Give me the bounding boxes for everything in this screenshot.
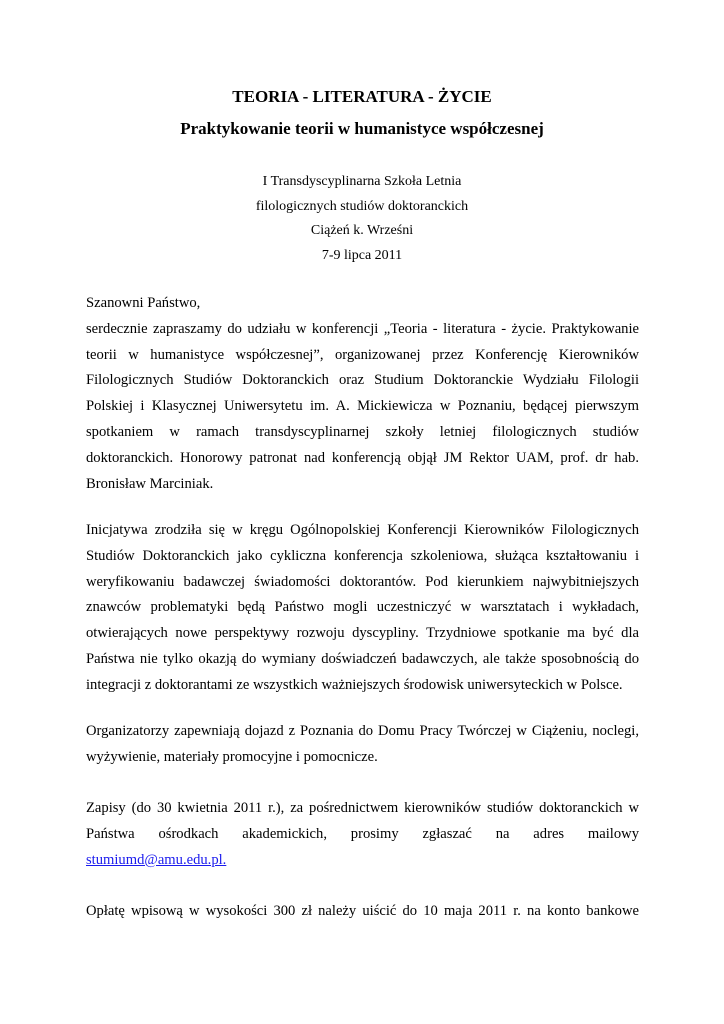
paragraph-line: Studiów Doktoranckich jako cykliczna konferencja szkoleniowa, służąca kształtowaniu i (86, 547, 639, 564)
paragraph-line: Bronisław Marciniak. (86, 475, 214, 492)
paragraph-line: weryfikowaniu badawczej świadomości doktorantów. Pod kierunkiem najwybitniejszych (86, 573, 639, 590)
event-info-line: 7-9 lipca 2011 (321, 247, 403, 263)
intro-paragraph (86, 291, 639, 497)
paragraph-line: Państwa nie tylko okazją do wymiany doświadczeń badawczych, ale także sposobnością do (86, 650, 639, 667)
initiative-paragraph (86, 518, 639, 699)
paragraph-line: Filologicznych Studiów Doktoranckich oraz Studium Doktoranckie Wydziału Filologii (86, 372, 639, 389)
paragraph-line: Inicjatywa zrodziła się w kręgu Ogólnopolskiej Konferencji Kierowników Filologicznych (86, 522, 639, 538)
paragraph-line: Zapisy (do 30 kwietnia 2011 r.), za pośrednictwem kierowników studiów doktoranckich w (86, 800, 639, 816)
paragraph-line: znawców problematyki będą Państwo mogli uczestniczyć w warsztatach i wykładach, (86, 599, 639, 616)
email-line (86, 848, 639, 874)
email-link[interactable]: stumiumd@amu.edu.pl. (86, 851, 227, 868)
paragraph-line: serdecznie zapraszamy do udziału w konferencji „Teoria - literatura - życie. Praktykowanie (86, 320, 639, 337)
paragraph-line: teorii w humanistyce współczesnej”, organizowanej przez Konferencję Kierowników (86, 346, 639, 363)
event-info-line: Ciążeń k. Wrześni (310, 223, 414, 238)
paragraph-line: Opłatę wpisową w wysokości 300 zł należy uiścić do 10 maja 2011 r. na konto bankowe (86, 903, 639, 919)
paragraph-line: Polskiej i Klasycznej Uniwersytetu im. A. Mickiewicza w Poznaniu, będącej pierwszym (86, 398, 639, 415)
paragraph-line: wyżywienie, materiały promocyjne i pomocnicze. (86, 748, 378, 765)
fee-paragraph (86, 899, 639, 925)
event-info-line: filologicznych studiów doktoranckich (255, 198, 469, 214)
paragraph-line: doktoranckich. Honorowy patronat nad konferencją objął JM Rektor UAM, prof. dr hab. (86, 449, 639, 466)
document-subtitle: Praktykowanie teorii w humanistyce współczesnej (180, 119, 544, 138)
organizers-paragraph (86, 719, 639, 771)
paragraph-line: otwierających nowe perspektywy rozwoju dyscypliny. Trzydniowe spotkanie ma być dla (86, 625, 639, 642)
greeting: Szanowni Państwo, (86, 295, 201, 311)
paragraph-line: Organizatorzy zapewniają dojazd z Poznania do Domu Pracy Twórczej w Ciążeniu, noclegi, (86, 723, 639, 739)
registration-paragraph (86, 796, 639, 873)
paragraph-line: spotkaniem w ramach transdyscyplinarnej szkoły letniej filologicznych studiów (86, 423, 639, 440)
document-title: TEORIA - LITERATURA - ŻYCIE (232, 87, 492, 106)
paragraph-line: Państwa ośrodkach akademickich, prosimy zgłaszać na adres mailowy (86, 825, 639, 842)
paragraph-line: integracji z doktorantami ze wszystkich ważniejszych środowisk uniwersyteckich w Polsce. (86, 676, 623, 693)
event-info-line: I Transdyscyplinarna Szkoła Letnia (262, 174, 462, 189)
event-info (0, 170, 724, 268)
